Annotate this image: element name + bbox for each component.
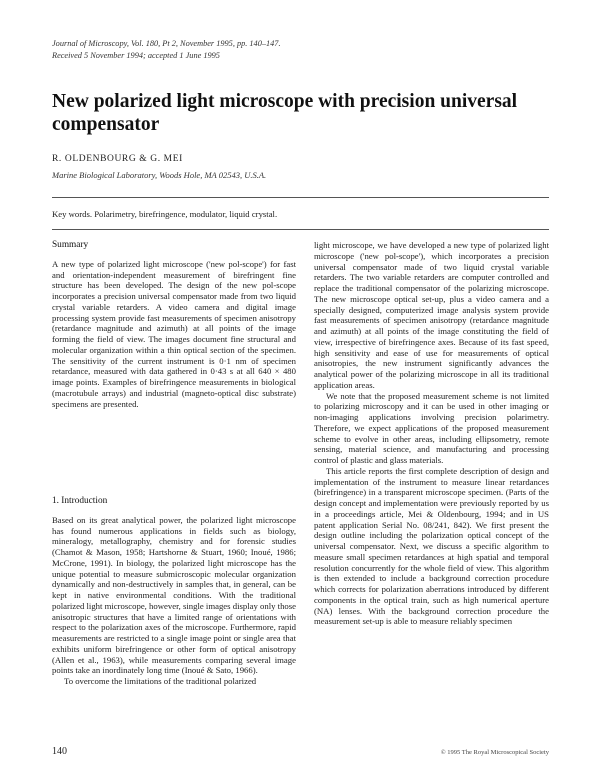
keywords: Key words. Polarimetry, birefringence, modulator, liquid crystal. [52, 209, 278, 219]
summary-text: A new type of polarized light microscope ('new pol-scope') for fast and orientation-independent measurement of birefringent fine structure has been developed. The design of the new pol-scope incorporates a precision universal compensator made from two liquid crystal variable retarders. A video camera and digital image processing system provide fast measurements of specimen anisotropy (retardance magnitude and azimuth) at all points of the image forming the field of view. The images document fine structural and molecular organization within a thin optical section of the specimen. The sensitivity of the current instrument is 0·1 nm of specimen retardance, measured with data gathered in 0·43 s at all 640 × 480 image points. Examples of birefringence measurements in biological (macrotubule arrays) and industrial (magneto-optical disc substrate) specimens are presented. [52, 258, 296, 409]
journal-info [52, 38, 281, 61]
introduction-heading: 1. Introduction [52, 496, 108, 506]
received-dates: Received 5 November 1994; accepted 1 June 1995 [52, 50, 220, 60]
body-paragraph: This article reports the first complete description of design and implementation of the instrument to measure linear retardances (birefringence) in a transparent microscope specimen. (Parts of the design concept and implementation were previously reported by us in a proceedings article, Mei & Oldenbourg, 1994; and in US patent application Serial No. 08/241, 842). We first present the design outline including the polarization optical concept of the universal compensator. Next, we discuss a specific algorithm to measure small specimen retardances at high spatial and temporal resolution concurrently for the whole field of view. This algorithm is then extended to include a background correction procedure which corrects for polarization aberrations introduced by different components in the optical train, such as high numerical aperture (NA) lenses. With the background correction procedure the measurement set-up is able to measure reliably specimen [314, 465, 549, 627]
introduction-section [52, 496, 296, 687]
divider-bottom [52, 229, 549, 230]
authors: R. OLDENBOURG & G. MEI [52, 154, 183, 164]
divider-top [52, 197, 549, 198]
summary-heading: Summary [52, 240, 89, 250]
right-column [314, 240, 549, 627]
article-title: New polarized light microscope with precision universal compensator [52, 91, 518, 135]
introduction-paragraph: To overcome the limitations of the traditional polarized [64, 676, 257, 686]
page-number: 140 [52, 746, 67, 757]
summary-section [52, 240, 296, 409]
affiliation: Marine Biological Laboratory, Woods Hole, MA 02543, U.S.A. [52, 170, 267, 180]
introduction-paragraph: Based on its great analytical power, the polarized light microscope has found numerous applications in fields such as biology, mineralogy, metallography, chemistry and for forensic studies (Chamot & Mason, 1958; Hartshorne & Stuart, 1960; Inoué, 1986; McCrone, 1991). In biology, the polarized light microscope has the unique potential to measure submicroscopic molecular organization dynamically and non-destructively in samples that, in general, can be kept in native environmental conditions. With the traditional polarized light microscope, however, single images display only those anisotropic structures that have a limited range of orientations with respect to the polarization axes of the microscope. Furthermore, rapid measurements are restricted to a single image point or single area that exhibits uniform birefringence or other form of optical anisotropy (Allen et al., 1963), while measurements comparing several image points take an inordinately long time (Inoué & Sato, 1966). [52, 514, 296, 676]
body-paragraph: light microscope, we have developed a new type of polarized light microscope ('new pol-scope'), which incorporates a precision universal compensator made of two liquid crystal variable retarders. The two variable retarders are computer controlled and replace the traditional compensator of the polarizing microscope. The new microscope optical set-up, plus a video camera and a specially designed, computerized image analysis system provide fast measurements of specimen anisotropy (retardance magnitude and azimuth) at all points of the image constituting the field of view, irrespective of birefringence axes. Because of its fast speed, high sensitivity and ease of use for measurements of optical anisotropies, the new instrument significantly advances the analytical power of the polarizing microscope in all its traditional application areas. [314, 240, 549, 390]
copyright: © 1995 The Royal Microscopical Society [440, 749, 549, 756]
journal-citation: Journal of Microscopy, Vol. 180, Pt 2, November 1995, pp. 140–147. [52, 39, 281, 48]
body-paragraph: We note that the proposed measurement scheme is not limited to polarizing microscopy and it can be used in other imaging or non-imaging applications involving precision polarimetry. Therefore, we expect applications of the proposed measurement scheme to evolve in other areas, including ellipsometry, remote sensing, material science, and manufacturing and processing control of plastic and glass materials. [314, 390, 549, 465]
